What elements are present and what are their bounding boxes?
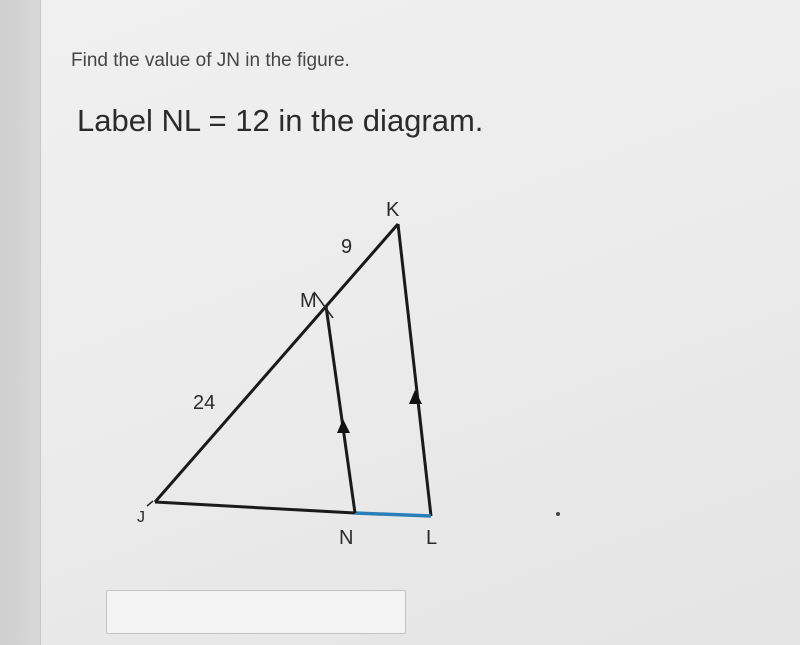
segment-kl [398, 224, 431, 516]
vertex-k-label: K [386, 199, 400, 221]
vertex-j-label: J [137, 509, 145, 526]
segment-mn [326, 306, 355, 513]
segment-nl [355, 513, 431, 516]
segment-mj-length: 24 [193, 392, 216, 414]
segment-jn [155, 502, 355, 513]
answer-input[interactable] [106, 590, 406, 634]
vertex-n-label: N [339, 527, 354, 549]
parallel-arrow-mn [337, 419, 350, 433]
segment-jk [155, 224, 398, 502]
segment-km-length: 9 [341, 236, 353, 258]
vertex-l-label: L [426, 527, 438, 549]
question-subtitle: Label NL = 12 in the diagram. [77, 103, 484, 138]
tick-mark-m [314, 292, 333, 318]
question-instruction: Find the value of JN in the figure. [71, 50, 350, 71]
vertex-m-label: M [300, 290, 317, 312]
tick-mark-j [147, 501, 153, 506]
parallel-arrow-kl [409, 390, 422, 404]
screen-speck [556, 512, 560, 516]
